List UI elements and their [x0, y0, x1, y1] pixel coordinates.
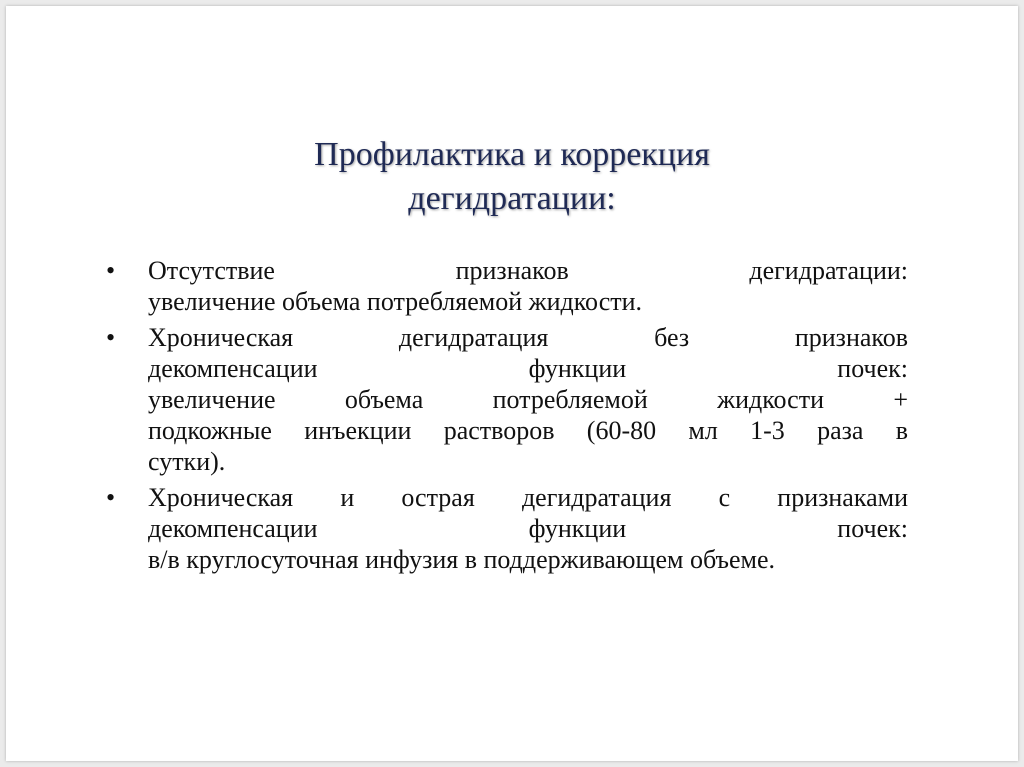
item-text-line: увеличение объема потребляемой жидкости.	[148, 287, 643, 316]
item-text-line: в/в круглосуточная инфузия в поддерживающем объеме.	[148, 545, 776, 574]
bullet-icon: •	[106, 483, 116, 512]
bullet-icon: •	[106, 256, 116, 285]
item-text-line: сутки).	[148, 447, 226, 476]
slide-title	[6, 133, 1018, 221]
bullet-icon: •	[106, 323, 116, 352]
bullet-item-no-dehydration	[106, 255, 908, 317]
bullet-list	[106, 255, 908, 580]
item-text-line: декомпенсации функции почек:	[148, 354, 908, 383]
item-text-line: декомпенсации функции почек:	[148, 514, 908, 543]
bullet-item-chronic-no-decompensation	[106, 322, 908, 477]
item-text-line: увеличение объема потребляемой жидкости +	[148, 385, 908, 414]
bullet-item-decompensation	[106, 482, 908, 575]
item-text-line: Хроническая дегидратация без признаков	[148, 323, 908, 352]
item-text-line: подкожные инъекции растворов (60-80 мл 1-3 раза в	[148, 416, 908, 445]
title-line-2: дегидратации:	[408, 180, 616, 217]
item-text-line: Отсутствие признаков дегидратации:	[148, 256, 908, 285]
item-text-line: Хроническая и острая дегидратация с признаками	[148, 483, 908, 512]
title-line-1: Профилактика и коррекция	[314, 136, 710, 173]
slide	[6, 6, 1018, 761]
